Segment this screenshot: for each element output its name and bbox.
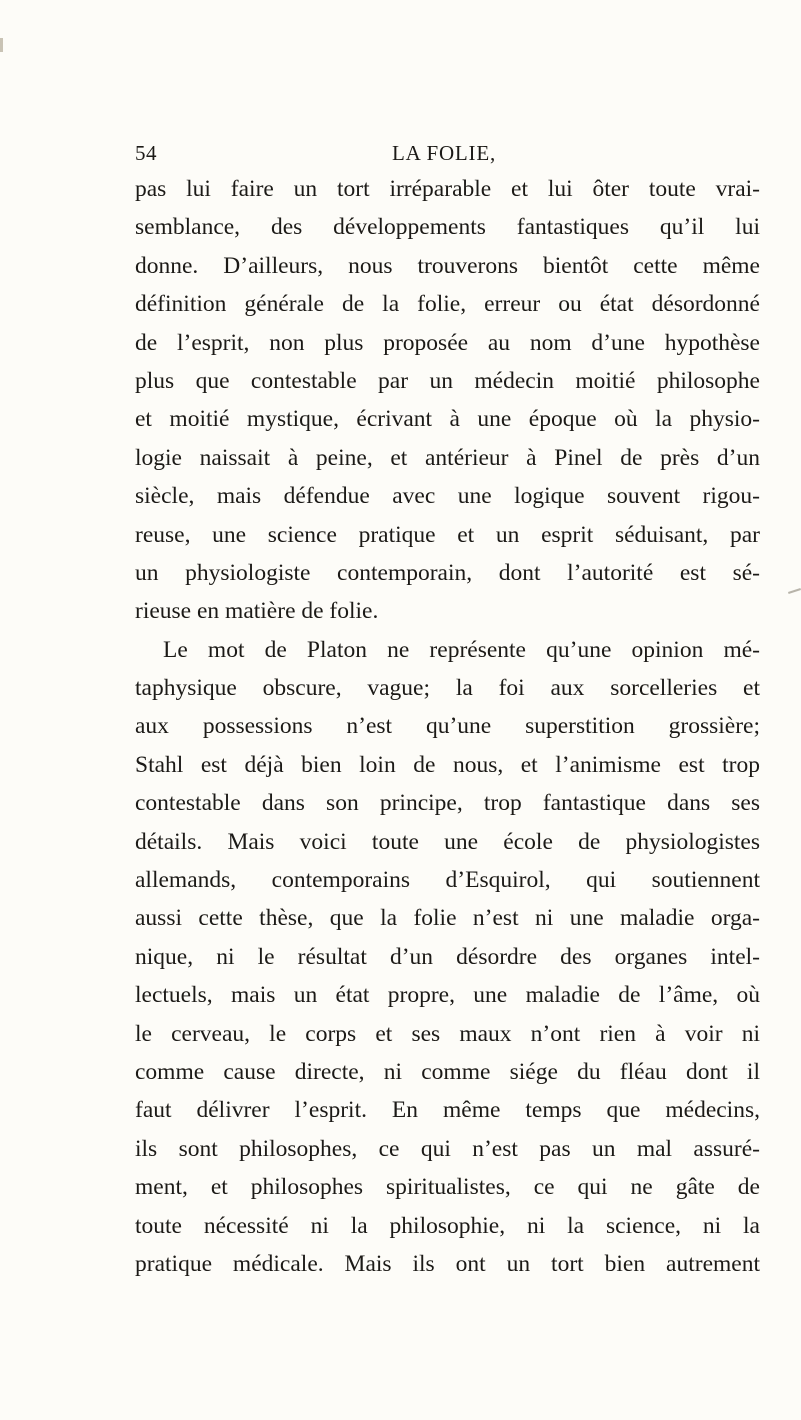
text-line: reuse, une science pratique et un esprit séduisant, par — [135, 521, 760, 548]
text-line: le cerveau, le corps et ses maux n’ont rien à voir ni — [135, 1020, 760, 1047]
text-line: Stahl est déjà bien loin de nous, et l’animisme est trop — [135, 751, 760, 778]
text-line: contestable dans son principe, trop fantastique dans ses — [135, 790, 760, 817]
text-line: allemands, contemporains d’Esquirol, qui soutiennent — [135, 867, 760, 894]
text-line: donne. D’ailleurs, nous trouverons bientôt cette même — [135, 252, 760, 279]
text-line: ils sont philosophes, ce qui n’est pas un mal assuré- — [135, 1135, 760, 1162]
text-line: aussi cette thèse, que la folie n’est ni une maladie orga- — [135, 905, 760, 932]
text-line: semblance, des développements fantastiques qu’il lui — [135, 214, 760, 241]
text-line: plus que contestable par un médecin moitié philosophe — [135, 367, 760, 394]
text-line: siècle, mais défendue avec une logique souvent rigou- — [135, 483, 760, 510]
text-line: et moitié mystique, écrivant à une époque où la physio- — [135, 406, 760, 433]
text-line: pratique médicale. Mais ils ont un tort bien autrement — [135, 1250, 760, 1277]
paper-edge-mark — [0, 38, 3, 52]
text-line: faut délivrer l’esprit. En même temps que médecins, — [135, 1097, 760, 1124]
text-line: lectuels, mais un état propre, une maladie de l’âme, où — [135, 982, 760, 1009]
text-line: aux possessions n’est qu’une superstition grossière; — [135, 713, 760, 740]
margin-scratch-mark — [788, 588, 801, 594]
text-line: comme cause directe, ni comme siége du fléau dont il — [135, 1058, 760, 1085]
text-line: nique, ni le résultat d’un désordre des organes intel- — [135, 943, 760, 970]
text-line: de l’esprit, non plus proposée au nom d’une hypothèse — [135, 329, 760, 356]
body-text — [135, 170, 760, 1283]
text-line: taphysique obscure, vague; la foi aux sorcelleries et — [135, 675, 760, 702]
text-line: un physiologiste contemporain, dont l’autorité est sé- — [135, 559, 760, 586]
text-line: logie naissait à peine, et antérieur à Pinel de près d’un — [135, 444, 760, 471]
text-line: définition générale de la folie, erreur ou état désordonné — [135, 291, 760, 318]
page-number: 54 — [135, 141, 157, 165]
text-line: détails. Mais voici toute une école de physiologistes — [135, 828, 760, 855]
text-line: ment, et philosophes spiritualistes, ce qui ne gâte de — [135, 1174, 760, 1201]
running-title: LA FOLIE, — [392, 141, 497, 165]
text-line: rieuse en matière de folie. — [135, 598, 379, 625]
text-line: Le mot de Platon ne représente qu’une opinion mé- — [163, 636, 760, 663]
text-line: toute nécessité ni la philosophie, ni la science, ni la — [135, 1212, 760, 1239]
text-line: pas lui faire un tort irréparable et lui ôter toute vrai- — [135, 176, 760, 202]
